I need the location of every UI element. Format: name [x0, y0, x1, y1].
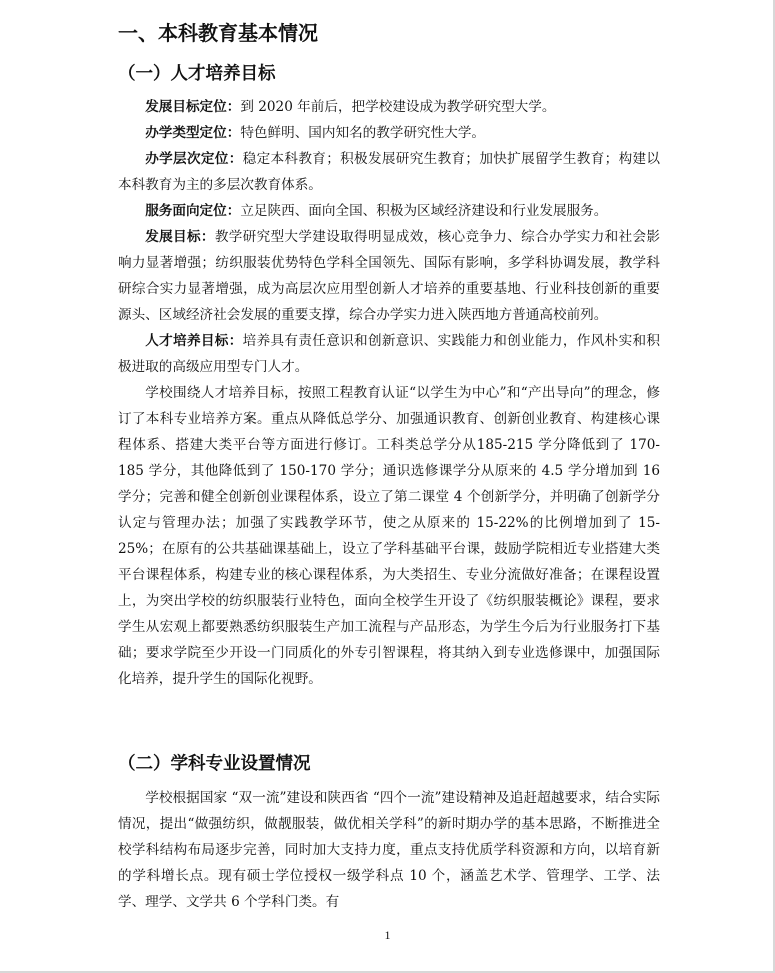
paragraph-label: 发展目标定位：: [145, 99, 241, 115]
paragraph-text: 教学研究型大学建设取得明显成效，核心竞争力、综合办学实力和社会影响力显著增强；纺织服装优势特色学科全国领先、国际有影响，多学科协调发展，教学科研综合实力显著增强，成为高层次应用型创新人才培养的重要基地、行业科技创新的重要源头、区域经济社会发展的重要支撑，综合办学实力进入陕西地方普通高校前列。: [118, 229, 661, 323]
section-heading-disciplines: （二）学科专业设置情况: [118, 754, 311, 774]
paragraph-label: 办学类型定位：: [145, 125, 241, 141]
section-heading-talent-goals: （一）人才培养目标: [118, 64, 276, 84]
section-body-disciplines: [118, 785, 660, 915]
paragraph-label: 服务面向定位：: [145, 203, 241, 219]
paragraph-label: 发展目标：: [145, 229, 215, 245]
paragraph: [118, 785, 660, 915]
paragraph: [118, 198, 660, 224]
paragraph-label: 办学层次定位：: [145, 151, 243, 167]
paragraph: [118, 380, 660, 692]
paragraph: [118, 328, 660, 380]
paragraph-text: 学校根据国家 “双一流”建设和陕西省 “四个一流”建设精神及追赶超越要求，结合实际情况，提出“做强纺织，做靓服装，做优相关学科”的新时期办学的基本思路，不断推进全校学科结构布局逐步完善，同时加大支持力度，重点支持优质学科资源和方向，以培育新的学科增长点。现有硕士学位授权一级学科点 10 个，涵盖艺术学、管理学、工学、法学、理学、文学共 6 个学科门类。有: [118, 790, 660, 910]
chapter-heading: 一、本科教育基本情况: [118, 21, 318, 45]
paragraph: [118, 224, 660, 328]
paragraph-text: 培养具有责任意识和创新意识、实践能力和创业能力，作风朴实和积极进取的高级应用型专门人才。: [118, 333, 661, 375]
paragraph-label: 人才培养目标：: [145, 333, 243, 349]
paragraph-text: 稳定本科教育；积极发展研究生教育；加快扩展留学生教育；构建以本科教育为主的多层次教育体系。: [118, 151, 661, 193]
paragraph: [118, 146, 660, 198]
paragraph-text: 到 2020 年前后，把学校建设成为教学研究型大学。: [240, 99, 556, 115]
page-number: 1: [384, 928, 391, 942]
paragraph-text: 特色鲜明、国内知名的教学研究性大学。: [240, 125, 486, 141]
section-body-talent-goals: [118, 94, 660, 692]
paragraph-text: 立足陕西、面向全国、积极为区域经济建设和行业发展服务。: [240, 203, 608, 219]
paragraph: [118, 94, 660, 120]
paragraph-text: 学校围绕人才培养目标，按照工程教育认证“以学生为中心”和“产出导向”的理念，修订了本科专业培养方案。重点从降低总学分、加强通识教育、创新创业教育、构建核心课程体系、搭建大类平台等方面进行修订。工科类总学分从185-215 学分降低到了 170-185 学分，其他降低到了 150-170 学分；通识选修课学分从原来的 4.5 学分增加到 16 学分；完善和健全创新创业课程体系，设立了第二课堂 4 个创新学分，并明确了创新学分认定与管理办法；加强了实践教学环节，使之从原来的 15-22%的比例增加到了 15-25%；在原有的公共基础课基础上，设立了学科基础平台课，鼓励学院相近专业搭建大类平台课程体系，构建专业的核心课程体系，为大类招生、专业分流做好准备；在课程设置上，为突出学校的纺织服装行业特色，面向全校学生开设了《纺织服装概论》课程，要求学生从宏观上都要熟悉纺织服装生产加工流程与产品形态，为学生今后为行业服务打下基础；要求学院至少开设一门同质化的外专引智课程，将其纳入到专业选修课中，加强国际化培养，提升学生的国际化视野。: [118, 385, 660, 687]
paragraph: [118, 120, 660, 146]
